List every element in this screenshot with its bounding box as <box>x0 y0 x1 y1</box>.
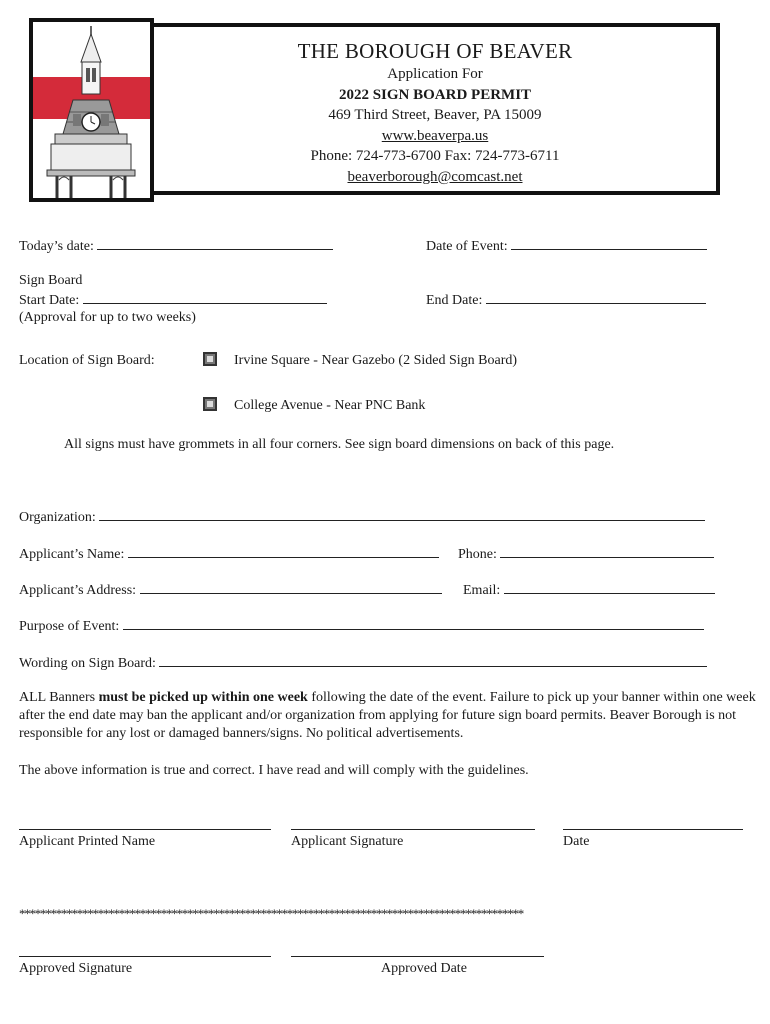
event-date-row <box>426 237 707 255</box>
todays-date-row <box>19 237 333 255</box>
wording-field[interactable] <box>159 654 707 667</box>
end-date-row <box>426 291 706 309</box>
phone-field[interactable] <box>500 545 714 558</box>
contact-phone: Phone: 724-773-6700 Fax: 724-773-6711 <box>310 148 560 164</box>
wording-label: Wording on Sign Board: <box>19 656 156 671</box>
approved-signature-line[interactable] <box>19 956 271 957</box>
purpose-row <box>19 617 704 635</box>
website-link[interactable]: www.beaverpa.us <box>381 127 489 144</box>
phone-label: Phone: <box>458 547 497 562</box>
date-line[interactable] <box>563 829 743 830</box>
certify-text: The above information is true and correct. I have read and will comply with the guidelines. <box>19 763 529 778</box>
applicant-address-field[interactable] <box>140 581 442 594</box>
irvine-square-checkbox[interactable] <box>203 352 217 366</box>
event-date-label: Date of Event: <box>426 239 508 254</box>
approved-date-line[interactable] <box>291 956 544 957</box>
event-date-field[interactable] <box>511 237 707 250</box>
wording-row <box>19 654 707 672</box>
college-avenue-option: College Avenue - Near PNC Bank <box>234 398 426 413</box>
contact-email-link[interactable]: beaverborough@comcast.net <box>347 168 523 185</box>
applicant-address-label: Applicant’s Address: <box>19 583 137 598</box>
location-label: Location of Sign Board: <box>19 353 155 368</box>
terms-part2: following the date of the event. Failure to pick up your banner within one week after the end date may ban the applicant and/or organization from applying for future sign board permits. Beaver Borough is not responsible for any lost or damaged banners/signs. No political advertisements. <box>19 690 756 741</box>
purpose-label: Purpose of Event: <box>19 619 120 634</box>
applicant-name-row <box>19 545 439 563</box>
end-date-field[interactable] <box>486 291 706 304</box>
applicant-address-row <box>19 581 442 599</box>
grommets-note: All signs must have grommets in all four corners. See sign board dimensions on back of this page. <box>64 437 615 452</box>
clock-tower-icon <box>33 22 150 198</box>
email-label: Email: <box>463 583 501 598</box>
phone-row <box>458 545 714 563</box>
organization-label: Organization: <box>19 510 96 525</box>
organization-field[interactable] <box>99 508 705 521</box>
start-date-row <box>19 291 327 309</box>
signature-line[interactable] <box>291 829 535 830</box>
terms-paragraph <box>19 689 757 743</box>
header-box <box>150 23 720 195</box>
printed-name-label: Applicant Printed Name <box>19 834 156 849</box>
approved-date-label: Approved Date <box>381 961 467 976</box>
email-field[interactable] <box>504 581 715 594</box>
application-for: Application For <box>387 66 483 82</box>
end-date-label: End Date: <box>426 293 483 308</box>
approval-note: (Approval for up to two weeks) <box>19 310 196 325</box>
borough-logo <box>29 18 154 202</box>
applicant-name-field[interactable] <box>128 545 439 558</box>
permit-title: 2022 SIGN BOARD PERMIT <box>338 86 532 103</box>
star-separator: ************************************************************************************************ <box>19 906 523 921</box>
email-row <box>463 581 715 599</box>
start-date-field[interactable] <box>83 291 327 304</box>
printed-name-line[interactable] <box>19 829 271 830</box>
purpose-field[interactable] <box>123 617 704 630</box>
terms-bold: must be picked up within one week <box>98 690 308 705</box>
terms-part1: ALL Banners <box>19 690 99 705</box>
borough-address: 469 Third Street, Beaver, PA 15009 <box>328 107 542 123</box>
signature-label: Applicant Signature <box>291 834 404 849</box>
irvine-square-option: Irvine Square - Near Gazebo (2 Sided Sign Board) <box>234 353 518 368</box>
sign-board-label: Sign Board <box>19 273 83 288</box>
start-date-label: Start Date: <box>19 293 80 308</box>
date-label: Date <box>563 834 590 849</box>
page-title: THE BOROUGH OF BEAVER <box>297 39 573 63</box>
approved-signature-label: Approved Signature <box>19 961 133 976</box>
organization-row <box>19 508 705 526</box>
todays-date-label: Today’s date: <box>19 239 94 254</box>
college-avenue-checkbox[interactable] <box>203 397 217 411</box>
applicant-name-label: Applicant’s Name: <box>19 547 125 562</box>
todays-date-field[interactable] <box>97 237 333 250</box>
